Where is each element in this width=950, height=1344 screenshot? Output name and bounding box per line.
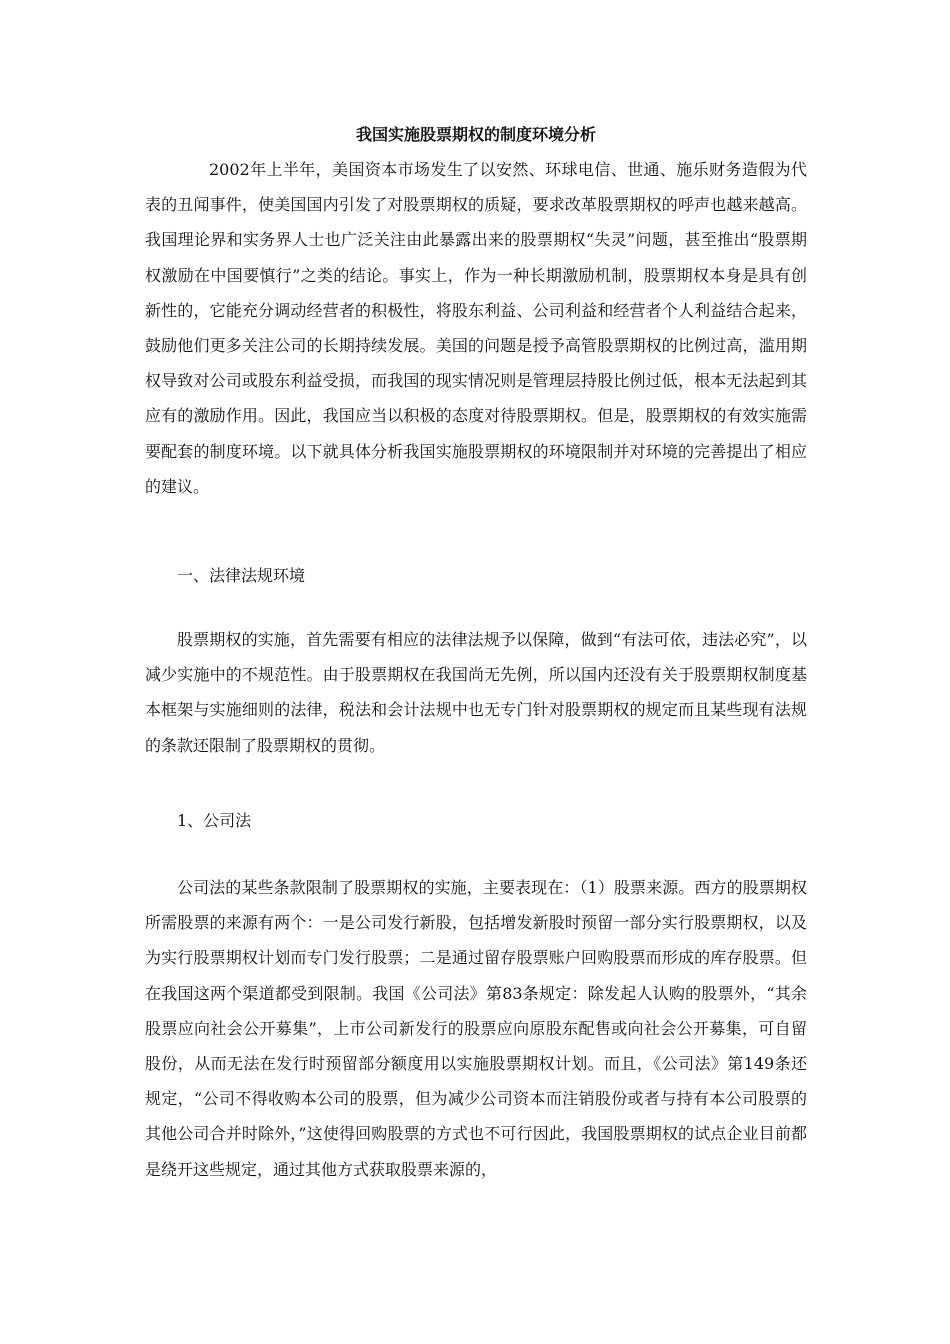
subsection-heading-company-law: 1、公司法	[177, 811, 252, 830]
section-heading-legal: 一、法律法规环境	[177, 566, 306, 585]
document-title: 我国实施股票期权的制度环境分析	[355, 125, 596, 144]
subsection-paragraph-company-law: 公司法的某些条款限制了股票期权的实施，主要表现在：（1）股票来源。西方的股票期权所需股票的来源有两个：一是公司发行新股，包括增发新股时预留一部分实行股票期权，以及为实行股票期权计划而专门发行股票；二是通过留存股票账户回购股票而形成的库存股票。但在我国这两个渠道都受到限制。我国《公司法》第83条规定：除发起人认购的股票外，“其余股票应向社会公开募集”，上市公司新发行的股票应向原股东配售或向社会公开募集，可自留股份，从而无法在发行时预留部分额度用以实施股票期权计划。而且，《公司法》第149条还规定，“公司不得收购本公司的股票，但为减少公司资本而注销股份或者与持有本公司股票的其他公司合并时除外，”这使得回购股票的方式也不可行因此，我国股票期权的试点企业目前都是绕开这些规定，通过其他方式获取股票来源的，	[145, 878, 807, 1179]
intro-paragraph: 2002年上半年，美国资本市场发生了以安然、环球电信、世通、施乐财务造假为代表的丑闻事件，使美国国内引发了对股票期权的质疑，要求改革股票期权的呼声也越来越高。我国理论界和实务界人士也广泛关注由此暴露出来的股票期权“失灵”问题，甚至推出“股票期权激励在中国要慎行”之类的结论。事实上，作为一种长期激励机制，股票期权本身是具有创新性的，它能充分调动经营者的积极性，将股东利益、公司利益和经营者个人利益结合起来，鼓励他们更多关注公司的长期持续发展。美国的问题是授予高管股票期权的比例过高，滥用期权导致对公司或股东利益受损，而我国的现实情况则是管理层持股比例过低，根本无法起到其应有的激励作用。因此，我国应当以积极的态度对待股票期权。但是，股票期权的有效实施需要配套的制度环境。以下就具体分析我国实施股票期权的环境限制并对环境的完善提出了相应的建议。	[145, 160, 807, 496]
section-paragraph-legal: 股票期权的实施，首先需要有相应的法律法规予以保障，做到“有法可依，违法必究”，以减少实施中的不规范性。由于股票期权在我国尚无先例，所以国内还没有关于股票期权制度基本框架与实施细则的法律，税法和会计法规中也无专门针对股票期权的规定而且某些现有法规的条款还限制了股票期权的贯彻。	[145, 630, 807, 755]
